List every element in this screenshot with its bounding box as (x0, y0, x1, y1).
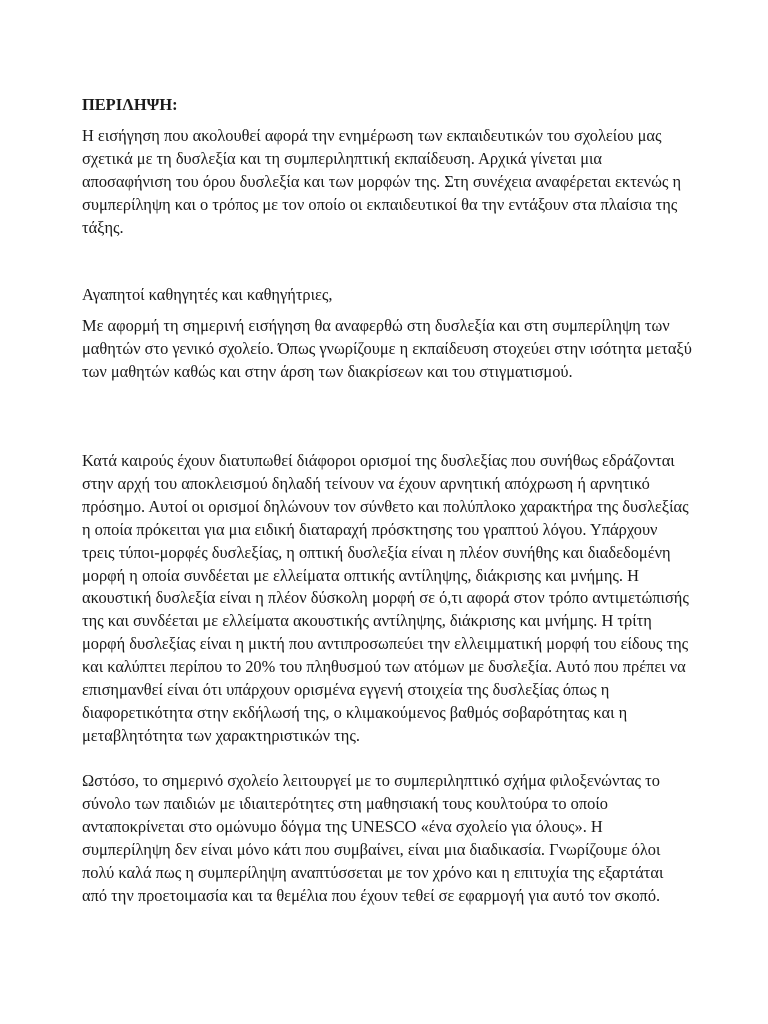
salutation: Αγαπητοί καθηγητές και καθηγήτριες, (82, 285, 333, 304)
intro-paragraph: Με αφορμή τη σημερινή εισήγηση θα αναφερθώ στη δυσλεξία και στη συμπερίληψη των μαθητών στο γενικό σχολείο. Όπως γνωρίζουμε η εκπαίδευση στοχεύει στην ισότητα μεταξύ των μαθητών καθώς και στην άρση των διακρίσεων και του στιγματισμού. (82, 316, 692, 381)
body-paragraph-dyslexia-definitions: Κατά καιρούς έχουν διατυπωθεί διάφοροι ορισμοί της δυσλεξίας που συνήθως εδράζονται στην αρχή του αποκλεισμού δηλαδή τείνουν να έχουν αρνητική απόχρωση ή αρνητικό πρόσημο. Αυτοί οι ορισμοί δηλώνουν τον σύνθετο και πολύπλοκο χαρακτήρα της δυσλεξίας η οποία πρόκειται για μια ειδική διαταραχή πρόσκτησης του γραπτού λόγου. Υπάρχουν τρεις τύποι-μορφές δυσλεξίας, η οπτική δυσλεξία είναι η πλέον συνήθης και διαδεδομένη μορφή η οποία συνδέεται με ελλείματα οπτικής αντίληψης, διάκρισης και μνήμης. Η ακουστική δυσλεξία είναι η πλέον δύσκολη μορφή σε ό,τι αφορά στον τρόπο αντιμετώπισής της και συνδέεται με ελλείματα ακουστικής αντίληψης, διάκρισης και μνήμης. Η τρίτη μορφή δυσλεξίας είναι η μικτή που αντιπροσωπεύει την ελλειμματική μορφή του είδους της και καλύπτει περίπου το 20% του πληθυσμού των ατόμων με δυσλεξία. Αυτό που πρέπει να επισημανθεί είναι ότι υπάρχουν ορισμένα εγγενή στοιχεία της δυσλεξίας όπως η διαφορετικότητα στην εκδήλωσή της, ο κλιμακούμενος βαθμός σοβαρότητας και η μεταβλητότητα των χαρακτηριστικών της. (82, 451, 689, 745)
abstract-paragraph: Η εισήγηση που ακολουθεί αφορά την ενημέρωση των εκπαιδευτικών του σχολείου μας σχετικά με τη δυσλεξία και τη συμπεριληπτική εκπαίδευση. Αρχικά γίνεται μια αποσαφήνιση του όρου δυσλεξία και των μορφών της. Στη συνέχεια αναφέρεται εκτενώς η συμπερίληψη και ο τρόπος με τον οποίο οι εκπαιδευτικοί θα την εντάξουν στα πλαίσια της τάξης. (82, 126, 682, 237)
abstract-heading: ΠΕΡΙΛΗΨΗ: (82, 95, 178, 114)
body-paragraph-inclusion: Ωστόσο, το σημερινό σχολείο λειτουργεί με το συμπεριληπτικό σχήμα φιλοξενώντας το σύνολο των παιδιών με ιδιαιτερότητες στη μαθησιακή τους κουλτούρα το οποίο ανταποκρίνεται στο ομώνυμο δόγμα της UNESCO «ένα σχολείο για όλους». Η συμπερίληψη δεν είναι μόνο κάτι που συμβαίνει, είναι μια διαδικασία. Γνωρίζουμε όλοι πολύ καλά πως η συμπερίληψη αναπτύσσεται με τον χρόνο και η επιτυχία της εξαρτάται από την προετοιμασία και τα θεμέλια που έχουν τεθεί σε εφαρμογή για αυτό τον σκοπό. (82, 771, 664, 905)
